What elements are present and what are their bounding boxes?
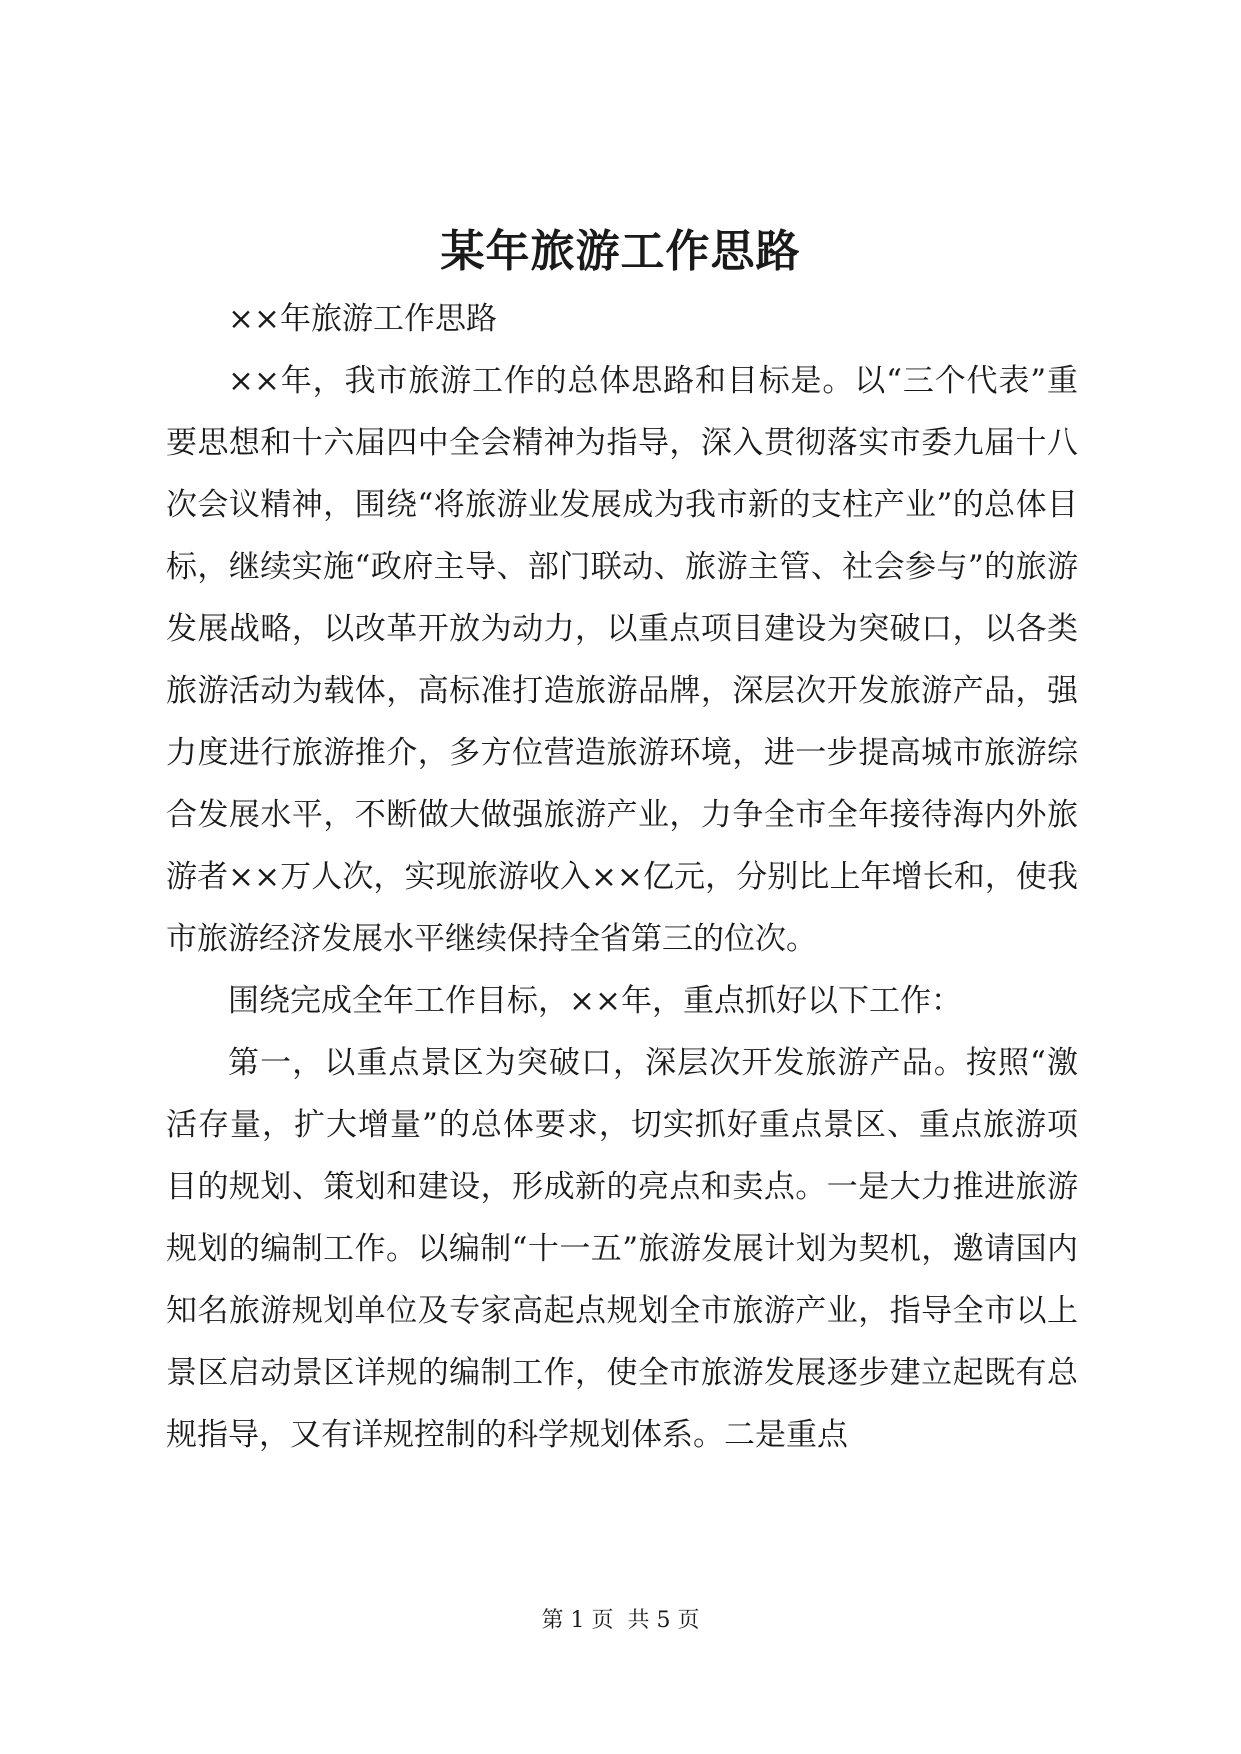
paragraph-overview: ××年，我市旅游工作的总体思路和目标是。以“三个代表”重要思想和十六届四中全会精神为指导，深入贯彻落实市委九届十八次会议精神，围绕“将旅游业发展成为我市新的支柱产业”的总体目标，继续实施“政府主导、部门联动、旅游主管、社会参与”的旅游发展战略，以改革开放为动力，以重点项目建设为突破口，以各类旅游活动为载体，高标准打造旅游品牌，深层次开发旅游产品，强力度进行旅游推介，多方位营造旅游环境，进一步提高城市旅游综合发展水平，不断做大做强旅游产业，力争全市全年接待海内外旅游者××万人次，实现旅游收入××亿元，分别比上年增长和，使我市旅游经济发展水平继续保持全省第三的位次。 <box>166 363 1078 957</box>
paragraph-subtitle: ××年旅游工作思路 <box>228 301 497 337</box>
paragraph-key-tasks-intro: 围绕完成全年工作目标，××年，重点抓好以下工作： <box>228 983 962 1019</box>
page-number-label: 第 1 页 共 5 页 <box>541 1608 700 1633</box>
document-title: 某年旅游工作思路 <box>440 226 801 277</box>
page-footer <box>0 1606 1241 1636</box>
document-body <box>166 288 1078 1466</box>
paragraph-first-task: 第一，以重点景区为突破口，深层次开发旅游产品。按照“激活存量，扩大增量”的总体要求，切实抓好重点景区、重点旅游项目的规划、策划和建设，形成新的亮点和卖点。一是大力推进旅游规划的编制工作。以编制“十一五”旅游发展计划为契机，邀请国内知名旅游规划单位及专家高起点规划全市旅游产业，指导全市以上景区启动景区详规的编制工作，使全市旅游发展逐步建立起既有总规指导，又有详规控制的科学规划体系。二是重点 <box>166 1045 1078 1453</box>
